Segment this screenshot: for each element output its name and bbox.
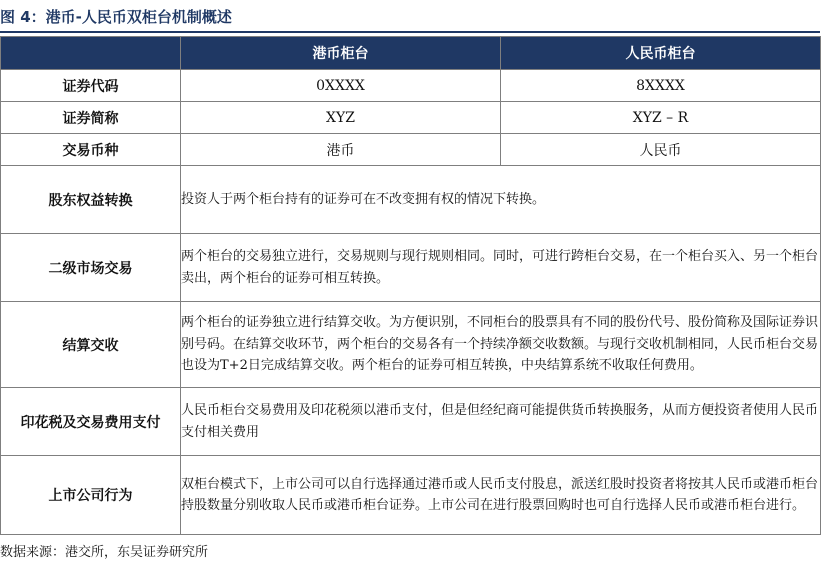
hkd-value: 港币 <box>181 134 501 166</box>
table-row <box>1 456 821 535</box>
figure-title: 图 4：港币-人民币双柜台机制概述 <box>0 8 232 26</box>
row-label: 证券代码 <box>1 70 181 102</box>
table-row <box>1 70 821 102</box>
rmb-value: 人民币 <box>501 134 821 166</box>
table-row <box>1 134 821 166</box>
table-row <box>1 166 821 234</box>
table-row <box>1 302 821 388</box>
row-label: 上市公司行为 <box>1 456 181 535</box>
row-label: 印花税及交易费用支付 <box>1 388 181 456</box>
header-rmb-counter: 人民币柜台 <box>501 37 821 70</box>
row-label: 交易币种 <box>1 134 181 166</box>
row-label: 二级市场交易 <box>1 234 181 302</box>
title-rule <box>0 31 820 33</box>
row-description: 两个柜台的证券独立进行结算交收。为方便识别，不同柜台的股票具有不同的股份代号、股份简称及国际证券识别号码。在结算交收环节，两个柜台的交易各有一个持续净额交收数额。与现行交收机制相同，人民币柜台交易也设为T+2日完成结算交收。两个柜台的证券可相互转换，中央结算系统不收取任何费用。 <box>181 302 821 388</box>
comparison-table <box>0 36 821 535</box>
row-label: 结算交收 <box>1 302 181 388</box>
row-description: 人民币柜台交易费用及印花税须以港币支付，但是但经纪商可能提供货币转换服务，从而方便投资者使用人民币支付相关费用 <box>181 388 821 456</box>
rmb-value: 8XXXX <box>501 70 821 102</box>
source-note: 数据来源：港交所，东吴证券研究所 <box>0 545 209 560</box>
table-row <box>1 388 821 456</box>
table-row <box>1 102 821 134</box>
rmb-value: XYZ – R <box>501 102 821 134</box>
header-hkd-counter: 港币柜台 <box>181 37 501 70</box>
row-label: 股东权益转换 <box>1 166 181 234</box>
hkd-value: 0XXXX <box>181 70 501 102</box>
row-label: 证券简称 <box>1 102 181 134</box>
row-description: 双柜台模式下，上市公司可以自行选择通过港币或人民币支付股息，派送红股时投资者将按其人民币或港币柜台持股数量分别收取人民币或港币柜台证券。上市公司在进行股票回购时也可自行选择人民币或港币柜台进行。 <box>181 456 821 535</box>
row-description: 两个柜台的交易独立进行，交易规则与现行规则相同。同时，可进行跨柜台交易，在一个柜台买入、另一个柜台卖出，两个柜台的证券可相互转换。 <box>181 234 821 302</box>
table-header-row <box>1 37 821 70</box>
header-corner-cell <box>1 37 181 70</box>
hkd-value: XYZ <box>181 102 501 134</box>
row-description: 投资人于两个柜台持有的证券可在不改变拥有权的情况下转换。 <box>181 166 821 234</box>
table-row <box>1 234 821 302</box>
